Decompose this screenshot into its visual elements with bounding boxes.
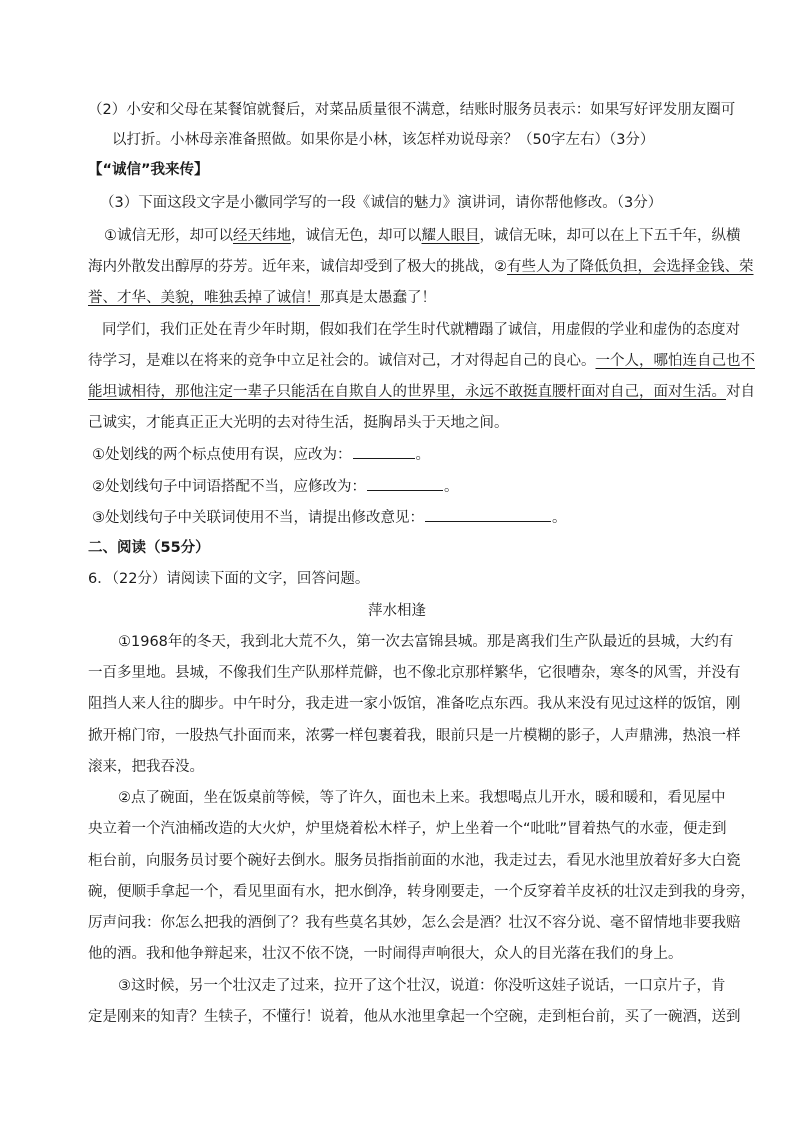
text: ，诚信无味，却可以在上下五千年，纵横: [479, 228, 741, 244]
text: 海内外散发出醇厚的芬芳。近年来，诚信却受到了极大的挑战，: [88, 259, 494, 275]
article-line: 定是刚来的知青？生犊子，不懂行！说着，他从水池里拿起一个空碗，走到柜台前，买了一碗酒，送到: [88, 1009, 741, 1025]
text: 那真是太愚蠢了！: [320, 290, 436, 306]
q3-paragraph-1-line-1: [88, 226, 741, 248]
article-line: ①1968年的冬天，我到北大荒不久，第一次去富锦县城。那是离我们生产队最近的县城，大约有: [118, 634, 734, 650]
underlined-mark: ！: [305, 290, 320, 306]
text: ，诚信无色，却可以: [291, 228, 422, 244]
answer-blank[interactable]: [367, 476, 443, 491]
part-2-heading: 二、阅读（55分）: [88, 540, 210, 556]
article-line: 柜台前，向服务员讨要个碗好去倒水。服务员指指前面的水池，我走过去，看见水池里放着好多大白瓷: [88, 853, 741, 869]
q3-paragraph-1-line-3: [88, 288, 436, 310]
q3-sub-question-3: [92, 507, 567, 529]
underlined-sentence: 誉、才华、美貌，唯独丢掉了诚信: [88, 290, 306, 306]
text: ②: [494, 259, 507, 275]
q3-sub-question-1: [92, 444, 430, 466]
text: 。: [552, 510, 567, 526]
article-line: ③这时候，另一个壮汉走了过来，拉开了这个壮汉，说道：你没听这娃子说话，一口京片子，肯: [118, 978, 726, 994]
article-line: 一百多里地。县城，不像我们生产队那样荒僻，也不像北京那样繁华，它很嘈杂，寒冬的风雪，并没有: [88, 665, 741, 681]
underlined-sentence: 有些人为了降低负担，会选择金钱、荣: [507, 259, 754, 275]
underlined-sentence: 能坦诚相待，那他注定一辈子只能活在自欺自人的世界里，永远不敢挺直腰杆面对自己，面对生活。: [88, 384, 726, 400]
text: ③处划线句子中关联词使用不当，请提出修改意见：: [92, 510, 424, 526]
article-line: ②点了碗面，坐在饭桌前等候，等了许久，面也未上来。我想喝点儿开水，暖和暖和，看见屋中: [118, 790, 726, 806]
article-line: 央立着一个汽油桶改造的大火炉，炉里烧着松木样子，炉上坐着一个“吡吡”冒着热气的水壶，便走到: [88, 821, 727, 837]
answer-blank[interactable]: [353, 444, 415, 459]
article-line: 他的酒。我和他争辩起来，壮汉不依不饶，一时闹得声响很大，众人的目光落在我们的身上。: [88, 946, 683, 962]
article-line: 厉声问我：你怎么把我的酒倒了？我有些莫名其妙，怎么会是酒？壮汉不容分说、毫不留情地非要我赔: [88, 915, 741, 931]
underlined-phrase: 经天纬地: [233, 228, 291, 244]
article-line: 掀开棉门帘，一股热气扑面而来，浓雾一样包裹着我，眼前只是一片模糊的影子，人声鼎沸，热浪一样: [88, 728, 741, 744]
text: 待学习，是难以在将来的竞争中立足社会的。诚信对己，才对得起自己的良心。: [88, 353, 596, 369]
text: 对自: [726, 384, 755, 400]
underlined-sentence: 一个人，哪怕连自己也不: [595, 353, 755, 369]
q3-paragraph-1-line-2: [88, 257, 754, 279]
text: ②处划线句子中词语搭配不当，应修改为：: [92, 479, 366, 495]
section-heading-chengxin: 【“诚信”我来传】: [88, 162, 209, 178]
text: 。: [444, 479, 459, 495]
article-line: 滚来，把我吞没。: [88, 759, 204, 775]
q3-paragraph-2-line-2: [88, 351, 755, 373]
q3-sub-question-2: [92, 476, 459, 498]
question-6: 6．（22分）请阅读下面的文字，回答问题。: [88, 571, 370, 587]
text: 。: [415, 447, 430, 463]
article-title: 萍水相逢: [368, 603, 426, 619]
q3-paragraph-2-line-4: 己诚实，才能真正正大光明的去对待生活，挺胸昂头于天地之间。: [88, 415, 509, 431]
q2-line-2: 以打折。小林母亲准备照做。如果你是小林，该怎样劝说母亲？（50字左右）（3分）: [112, 132, 655, 148]
underlined-phrase: 耀人眼目: [421, 228, 480, 244]
answer-blank[interactable]: [425, 507, 551, 522]
text: ①诚信无形，却可以: [104, 228, 233, 244]
q2-line-1: （2）小安和父母在某餐馆就餐后，对菜品质量很不满意，结账时服务员表示：如果写好评发朋友圈可: [88, 102, 736, 118]
article-line: 阻挡人来人往的脚步。中午时分，我走进一家小饭馆，准备吃点东西。我从来没有见过这样的饭馆，刚: [88, 696, 741, 712]
q3-paragraph-2-line-1: 同学们，我们正处在青少年时期，假如我们在学生时代就糟蹋了诚信，用虚假的学业和虚伪的态度对: [102, 322, 740, 338]
q3-intro: （3）下面这段文字是小徽同学写的一段《诚信的魅力》演讲词，请你帮他修改。（3分）: [100, 195, 663, 211]
q3-paragraph-2-line-3: [88, 382, 755, 404]
text: ①处划线的两个标点使用有误，应改为：: [92, 447, 352, 463]
article-line: 碗，便顺手拿起一个，看见里面有水，把水倒净，转身刚要走，一个反穿着羊皮袄的壮汉走到我的身旁，: [88, 884, 755, 900]
